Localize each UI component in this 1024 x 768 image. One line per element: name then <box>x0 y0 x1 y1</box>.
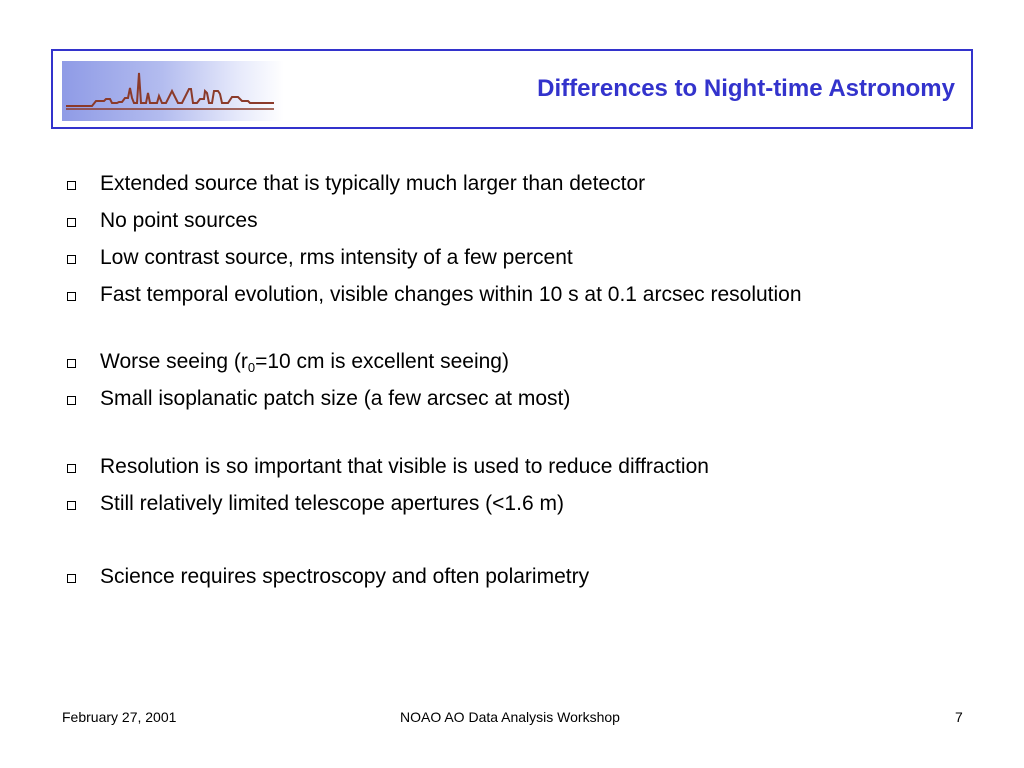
square-bullet-icon <box>67 464 76 473</box>
footer-page-number: 7 <box>955 709 963 725</box>
square-bullet-icon <box>67 501 76 510</box>
footer-date: February 27, 2001 <box>62 709 177 725</box>
skyline-logo-icon <box>62 61 284 121</box>
bullet-text: Science requires spectroscopy and often polarimetry <box>100 565 590 588</box>
bullet-text <box>100 349 509 375</box>
subscript-zero: 0 <box>247 360 256 375</box>
square-bullet-icon <box>67 359 76 368</box>
bullet-text: Small isoplanatic patch size (a few arcsec at most) <box>100 387 571 410</box>
bullet-text: Resolution is so important that visible is used to reduce diffraction <box>100 455 709 478</box>
bullet-text-part: Worse seeing (r <box>100 350 248 373</box>
footer-event: NOAO AO Data Analysis Workshop <box>400 709 620 725</box>
slide-title: Differences to Night-time Astronomy <box>537 75 955 102</box>
square-bullet-icon <box>67 292 76 301</box>
square-bullet-icon <box>67 218 76 227</box>
square-bullet-icon <box>67 396 76 405</box>
square-bullet-icon <box>67 181 76 190</box>
header-box <box>51 49 973 129</box>
bullet-text: Still relatively limited telescope apertures (<1.6 m) <box>100 492 564 515</box>
bullet-text: No point sources <box>100 209 258 232</box>
skyline-logo-drawing <box>62 61 284 121</box>
square-bullet-icon <box>67 574 76 583</box>
square-bullet-icon <box>67 255 76 264</box>
bullet-text: Low contrast source, rms intensity of a few percent <box>100 246 573 269</box>
bullet-text-part: =10 cm is excellent seeing) <box>255 350 509 373</box>
bullet-text: Fast temporal evolution, visible changes within 10 s at 0.1 arcsec resolution <box>100 283 802 306</box>
bullet-text: Extended source that is typically much larger than detector <box>100 172 646 195</box>
